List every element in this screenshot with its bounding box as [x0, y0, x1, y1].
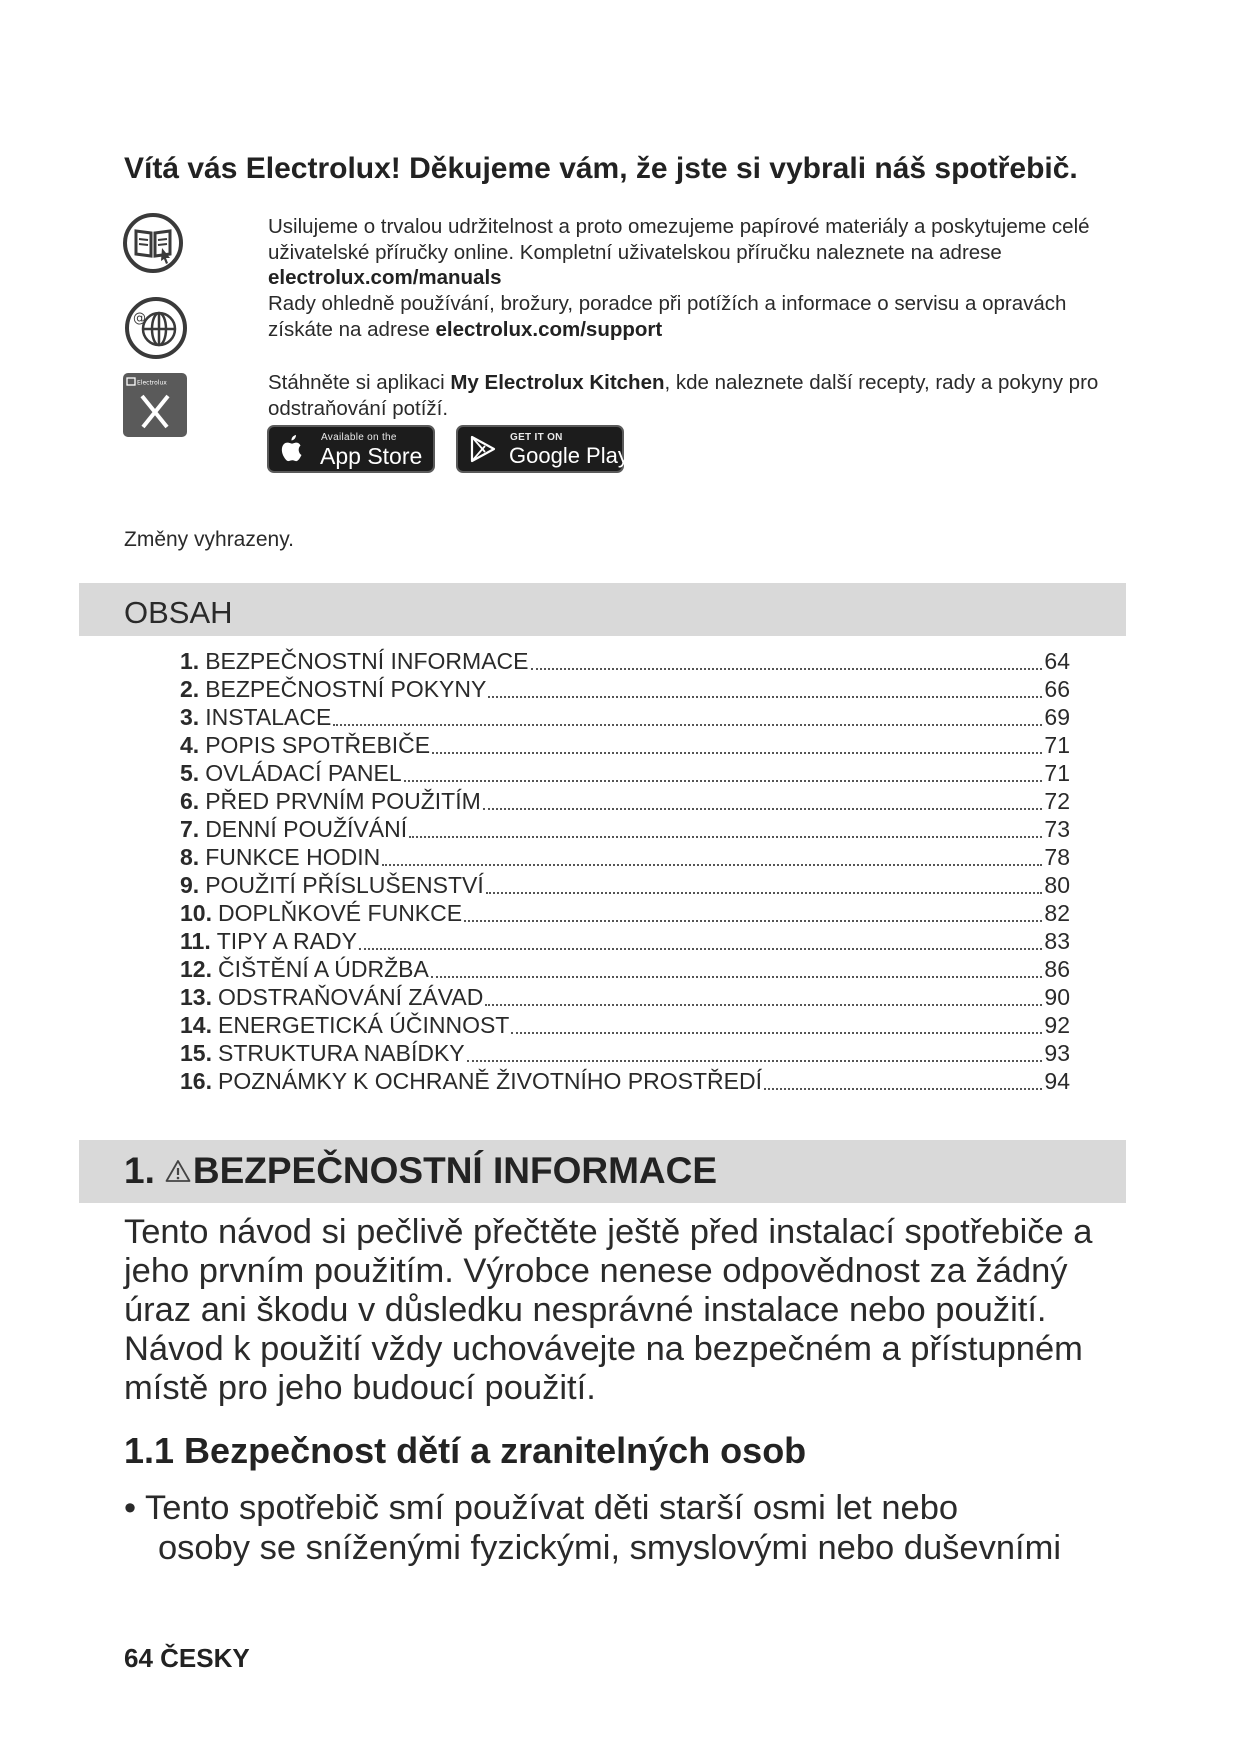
table-of-contents	[180, 648, 1070, 1096]
toc-item-number: 9.	[180, 872, 200, 898]
svg-text:@: @	[133, 311, 146, 326]
appstore-small-text: Available on the	[321, 432, 397, 443]
manuals-text: Usilujeme o trvalou udržitelnost a proto omezujeme papírové materiály a poskytujeme celé uživatelské příručky online. Kompletní uživatelskou příručku naleznete na adrese	[268, 215, 1090, 264]
toc-item-label: ČIŠTĚNÍ A ÚDRŽBA	[217, 956, 429, 982]
toc-item[interactable]	[180, 788, 1070, 816]
globe-web-icon	[122, 296, 190, 365]
toc-item[interactable]	[180, 872, 1070, 900]
toc-item[interactable]	[180, 704, 1070, 732]
toc-item-page: 71	[1044, 732, 1070, 758]
bullet-item	[124, 1488, 1124, 1568]
toc-item-label: INSTALACE	[205, 704, 332, 730]
toc-title: OBSAH	[124, 595, 233, 630]
toc-dots	[359, 947, 1042, 950]
googleplay-big-text: Google Play	[509, 443, 629, 468]
toc-item-page: 71	[1044, 760, 1070, 786]
toc-item-number: 11.	[180, 928, 211, 954]
toc-dots	[432, 751, 1042, 754]
toc-item-page: 78	[1044, 844, 1070, 870]
subsection-title: 1.1 Bezpečnost dětí a zranitelných osob	[124, 1430, 807, 1471]
toc-item[interactable]	[180, 928, 1070, 956]
appstore-big-text: App Store	[320, 443, 423, 469]
google-play-badge[interactable]	[456, 425, 629, 473]
page-footer: 64 ČESKY	[124, 1643, 250, 1673]
toc-item[interactable]	[180, 984, 1070, 1012]
toc-item-page: 66	[1044, 676, 1070, 702]
toc-dots	[486, 891, 1042, 894]
toc-item-number: 3.	[180, 704, 200, 730]
toc-item-number: 2.	[180, 676, 200, 702]
toc-item-number: 8.	[180, 844, 200, 870]
toc-item-label: POZNÁMKY K OCHRANĚ ŽIVOTNÍHO PROSTŘEDÍ	[217, 1068, 762, 1094]
toc-item-page: 92	[1044, 1012, 1070, 1038]
toc-dots	[467, 1059, 1042, 1062]
toc-item-label: ODSTRAŇOVÁNÍ ZÁVAD	[217, 984, 484, 1010]
section-title-text: BEZPEČNOSTNÍ INFORMACE	[192, 1150, 718, 1191]
app-name: My Electrolux Kitchen	[450, 371, 665, 394]
toc-item-number: 5.	[180, 760, 200, 786]
toc-item-page: 64	[1044, 648, 1070, 674]
toc-item-label: POPIS SPOTŘEBIČE	[205, 732, 431, 758]
toc-item[interactable]	[180, 1012, 1070, 1040]
toc-dots	[485, 1003, 1042, 1006]
toc-dots	[404, 779, 1042, 782]
section-intro-paragraph: Tento návod si pečlivě přečtěte ještě před instalací spotřebiče a jeho prvním použitím. Výrobce nenese odpovědnost za žádný úraz ani škodu v důsledku nesprávné instalace nebo použití. Návod k použití vždy uchovávejte na bezpečném a přístupném místě pro jeho budoucí použití.	[124, 1213, 1093, 1407]
toc-item-number: 15.	[180, 1040, 212, 1066]
electrolux-app-icon	[122, 372, 188, 443]
toc-item-number: 12.	[180, 956, 212, 982]
toc-item-number: 1.	[180, 648, 200, 674]
section-title	[124, 1150, 717, 1192]
toc-item-label: DOPLŇKOVÉ FUNKCE	[217, 900, 463, 926]
toc-item-number: 13.	[180, 984, 212, 1010]
section-number: 1.	[124, 1150, 155, 1191]
toc-item-page: 72	[1044, 788, 1070, 814]
toc-item[interactable]	[180, 816, 1070, 844]
toc-item[interactable]	[180, 648, 1070, 676]
toc-item-label: STRUKTURA NABÍDKY	[217, 1040, 465, 1066]
toc-dots	[531, 667, 1043, 670]
toc-item-page: 94	[1044, 1068, 1070, 1094]
toc-dots	[483, 807, 1042, 810]
toc-item-page: 80	[1044, 872, 1070, 898]
toc-item-page: 82	[1044, 900, 1070, 926]
toc-item-label: DENNÍ POUŽÍVÁNÍ	[205, 816, 408, 842]
toc-item-number: 4.	[180, 732, 200, 758]
app-icon-brand: Electrolux	[137, 379, 167, 387]
toc-item-page: 93	[1044, 1040, 1070, 1066]
toc-item[interactable]	[180, 1068, 1070, 1096]
app-paragraph	[268, 370, 1128, 421]
toc-item-number: 10.	[180, 900, 212, 926]
apple-icon	[280, 434, 304, 464]
warning-icon	[165, 1159, 191, 1183]
toc-item-label: BEZPEČNOSTNÍ POKYNY	[205, 676, 487, 702]
toc-dots	[333, 723, 1042, 726]
toc-header-band	[79, 583, 1126, 636]
toc-item-page: 73	[1044, 816, 1070, 842]
manual-book-icon	[122, 212, 184, 279]
bullet-line-2: osoby se sníženými fyzickými, smyslovými nebo duševními	[158, 1529, 1062, 1567]
toc-item-number: 7.	[180, 816, 200, 842]
app-text-pre: Stáhněte si aplikaci	[268, 371, 445, 394]
support-text: Rady ohledně používání, brožury, poradce při potížích a informace o servisu a opravách získáte na adrese	[268, 292, 1067, 341]
toc-item[interactable]	[180, 732, 1070, 760]
toc-item-label: TIPY A RADY	[216, 928, 357, 954]
toc-dots	[409, 835, 1042, 838]
toc-item-page: 86	[1044, 956, 1070, 982]
toc-item[interactable]	[180, 956, 1070, 984]
toc-item[interactable]	[180, 900, 1070, 928]
toc-dots	[764, 1087, 1042, 1090]
toc-item-page: 69	[1044, 704, 1070, 730]
welcome-title: Vítá vás Electrolux! Děkujeme vám, že jste si vybrali náš spotřebič.	[124, 152, 1078, 185]
toc-item-number: 6.	[180, 788, 200, 814]
toc-item[interactable]	[180, 844, 1070, 872]
toc-item[interactable]	[180, 676, 1070, 704]
toc-item-label: OVLÁDACÍ PANEL	[205, 760, 402, 786]
googleplay-small-text: GET IT ON	[510, 432, 563, 443]
toc-item-page: 90	[1044, 984, 1070, 1010]
toc-dots	[382, 863, 1042, 866]
bullet-line-1: • Tento spotřebič smí používat děti starší osmi let nebo	[124, 1489, 959, 1527]
toc-dots	[488, 695, 1042, 698]
toc-item-label: PŘED PRVNÍM POUŽITÍM	[205, 788, 481, 814]
toc-item-label: ENERGETICKÁ ÚČINNOST	[217, 1012, 510, 1038]
app-text-post: , kde naleznete další recepty, rady a pokyny pro odstraňování potíží.	[268, 371, 1099, 420]
toc-dots	[431, 975, 1042, 978]
toc-item-page: 83	[1044, 928, 1070, 954]
changes-note: Změny vyhrazeny.	[124, 528, 294, 551]
toc-dots	[464, 919, 1042, 922]
toc-dots	[511, 1031, 1042, 1034]
support-link[interactable]: electrolux.com/support	[435, 317, 663, 341]
toc-item-number: 14.	[180, 1012, 212, 1038]
google-play-icon	[470, 435, 496, 463]
toc-item-label: FUNKCE HODIN	[205, 844, 381, 870]
toc-item-label: POUŽITÍ PŘÍSLUŠENSTVÍ	[205, 872, 484, 898]
toc-item[interactable]	[180, 760, 1070, 788]
manuals-link[interactable]: electrolux.com/manuals	[268, 266, 502, 289]
manuals-paragraph	[268, 214, 1128, 291]
toc-item[interactable]	[180, 1040, 1070, 1068]
support-paragraph	[268, 291, 1128, 342]
app-store-badge[interactable]	[267, 425, 435, 473]
toc-item-label: BEZPEČNOSTNÍ INFORMACE	[205, 648, 529, 674]
toc-item-number: 16.	[180, 1068, 212, 1094]
